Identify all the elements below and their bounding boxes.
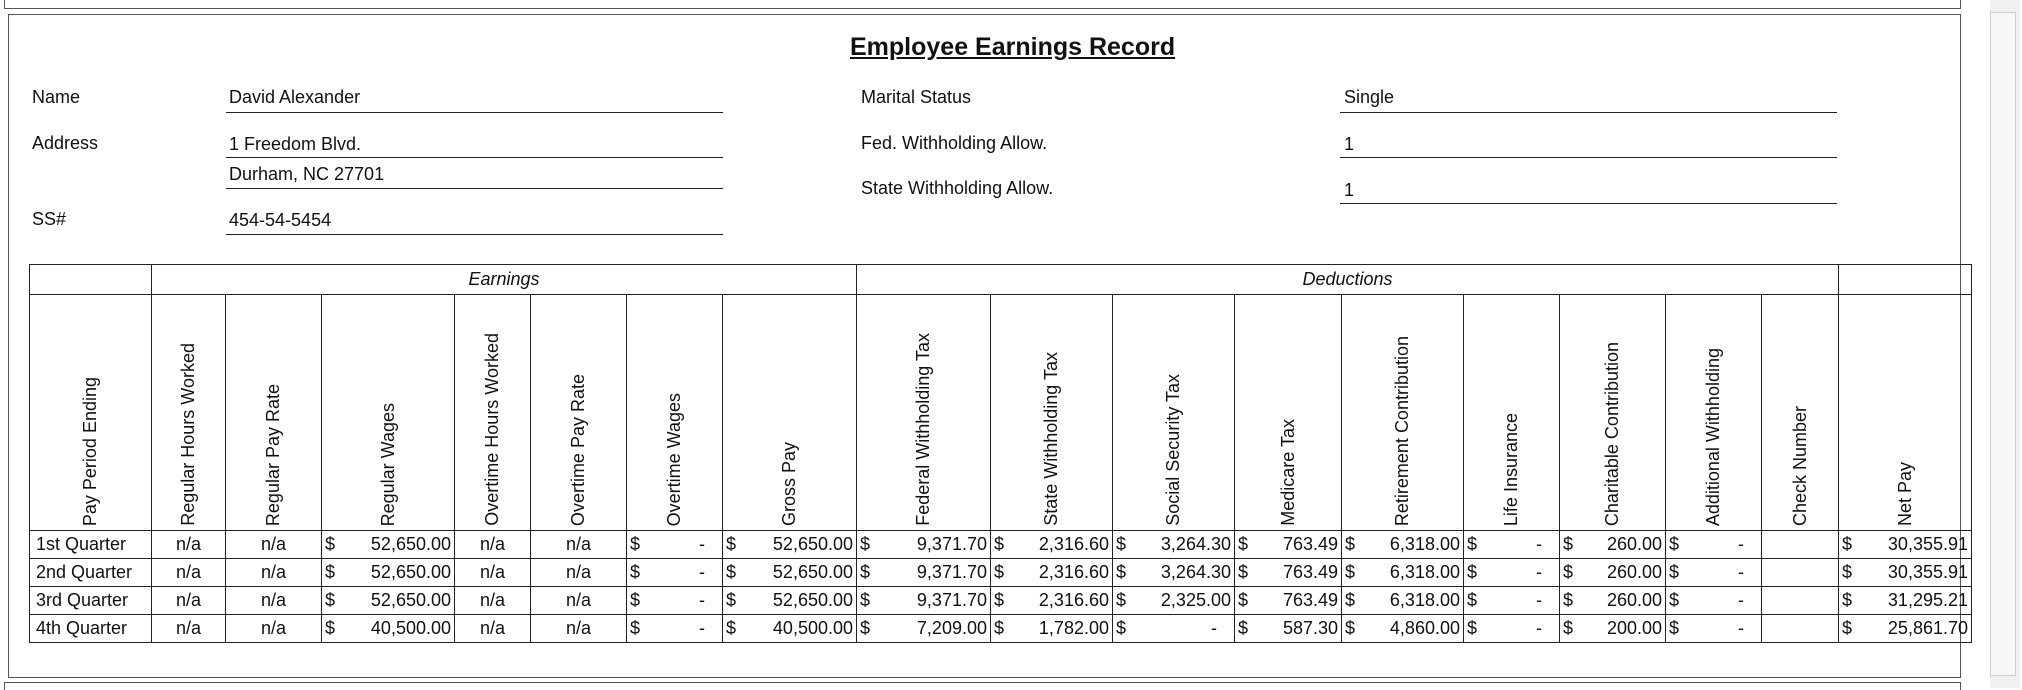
state-allowance-underline: [1340, 203, 1837, 204]
money-value: -: [1738, 618, 1744, 638]
currency-symbol: $: [630, 590, 641, 610]
currency-symbol: $: [1467, 562, 1478, 582]
currency-symbol: $: [1669, 562, 1680, 582]
money-value: -: [1536, 534, 1542, 554]
table-cell: n/a: [531, 559, 627, 587]
pay-period-cell: 2nd Quarter: [30, 559, 152, 587]
column-header: [1762, 295, 1839, 531]
earnings-table: [29, 264, 1972, 643]
money-value: -: [1738, 562, 1744, 582]
currency-symbol: $: [1467, 590, 1478, 610]
column-header-label: Regular Pay Rate: [263, 383, 283, 526]
name-underline: [226, 112, 723, 113]
money-value: 3,264.30: [1160, 534, 1231, 554]
money-value: 2,325.00: [1160, 590, 1231, 610]
money-cell: [1113, 531, 1235, 559]
column-header-label: Check Number: [1789, 405, 1810, 526]
table-cell: n/a: [152, 559, 226, 587]
money-cell: [723, 531, 857, 559]
column-header: [1464, 295, 1560, 531]
money-cell: [1342, 559, 1464, 587]
money-value: -: [1536, 562, 1542, 582]
money-value: 763.49: [1282, 590, 1338, 610]
group-header-earnings: Earnings: [152, 265, 857, 295]
fed-allowance-underline: [1340, 157, 1837, 158]
currency-symbol: $: [994, 534, 1005, 554]
currency-symbol: $: [325, 618, 336, 638]
column-header: [531, 295, 627, 531]
money-value: 52,650.00: [772, 590, 853, 610]
column-header: [1113, 295, 1235, 531]
money-cell: [627, 559, 723, 587]
table-cell: n/a: [455, 587, 531, 615]
address-line2-value: Durham, NC 27701: [229, 164, 385, 184]
column-header-label: Additional Withholding: [1703, 347, 1723, 526]
money-cell: [1342, 587, 1464, 615]
money-value: 52,650.00: [772, 562, 853, 582]
check-number-cell: [1762, 559, 1839, 587]
table-cell: n/a: [226, 531, 322, 559]
column-header-label: Net Pay: [1894, 461, 1915, 526]
money-value: 52,650.00: [370, 562, 451, 582]
money-value: 2,316.60: [1038, 590, 1109, 610]
state-allowance-label: State Withholding Allow.: [861, 178, 1054, 198]
money-cell: [723, 615, 857, 643]
column-header: [455, 295, 531, 531]
money-cell: [1235, 587, 1342, 615]
money-value: 260.00: [1606, 562, 1662, 582]
money-cell: [857, 587, 991, 615]
name-value: David Alexander: [229, 87, 361, 107]
money-cell: [991, 531, 1113, 559]
column-header: [226, 295, 322, 531]
money-cell: [1839, 559, 1972, 587]
money-value: 31,295.21: [1887, 590, 1968, 610]
money-value: 52,650.00: [370, 534, 451, 554]
next-section-frame: [4, 682, 1961, 690]
currency-symbol: $: [726, 562, 737, 582]
money-cell: [723, 559, 857, 587]
column-header: [857, 295, 991, 531]
money-value: 7,209.00: [916, 618, 987, 638]
pay-period-cell: 3rd Quarter: [30, 587, 152, 615]
currency-symbol: $: [1669, 618, 1680, 638]
money-cell: [1666, 587, 1762, 615]
marital-status-label: Marital Status: [861, 87, 972, 107]
currency-symbol: $: [630, 618, 641, 638]
currency-symbol: $: [1563, 562, 1574, 582]
money-cell: [1113, 587, 1235, 615]
money-value: 9,371.70: [916, 562, 987, 582]
address-line1-underline: [226, 157, 723, 158]
currency-symbol: $: [1116, 618, 1127, 638]
column-header-label: Regular Wages: [377, 402, 398, 526]
money-cell: [322, 559, 455, 587]
money-value: 763.49: [1282, 534, 1338, 554]
currency-symbol: $: [1842, 590, 1853, 610]
money-value: -: [1536, 618, 1542, 638]
money-cell: [1666, 559, 1762, 587]
money-cell: [1666, 615, 1762, 643]
currency-symbol: $: [1345, 534, 1356, 554]
money-cell: [1560, 559, 1666, 587]
check-number-cell: [1762, 615, 1839, 643]
currency-symbol: $: [1238, 590, 1249, 610]
money-value: 25,861.70: [1887, 618, 1968, 638]
currency-symbol: $: [994, 562, 1005, 582]
money-cell: [991, 587, 1113, 615]
currency-symbol: $: [1116, 562, 1127, 582]
money-value: -: [1738, 534, 1744, 554]
scrollbar-track[interactable]: [1990, 12, 2016, 676]
table-row: [30, 559, 1972, 587]
money-value: 3,264.30: [1160, 562, 1231, 582]
money-cell: [322, 615, 455, 643]
pay-period-cell: 1st Quarter: [30, 531, 152, 559]
table-cell: n/a: [455, 531, 531, 559]
currency-symbol: $: [1238, 618, 1249, 638]
table-row: [30, 587, 1972, 615]
column-header: [991, 295, 1113, 531]
currency-symbol: $: [1467, 534, 1478, 554]
column-header-label: Overtime Hours Worked: [482, 333, 502, 526]
money-value: -: [1738, 590, 1744, 610]
money-cell: [1666, 531, 1762, 559]
money-value: 6,318.00: [1389, 534, 1460, 554]
money-value: 2,316.60: [1038, 562, 1109, 582]
column-header-label: Overtime Pay Rate: [568, 373, 588, 526]
money-cell: [627, 587, 723, 615]
marital-status-value: Single: [1344, 87, 1395, 107]
money-cell: [723, 587, 857, 615]
currency-symbol: $: [325, 562, 336, 582]
money-cell: [991, 615, 1113, 643]
money-value: 4,860.00: [1389, 618, 1460, 638]
money-value: 9,371.70: [916, 590, 987, 610]
money-cell: [1113, 615, 1235, 643]
column-header: [1342, 295, 1464, 531]
vertical-scrollbar[interactable]: [1990, 0, 2020, 688]
money-value: -: [1536, 590, 1542, 610]
column-header-label: Life Insurance: [1501, 412, 1521, 526]
currency-symbol: $: [726, 534, 737, 554]
money-cell: [1464, 615, 1560, 643]
table-cell: n/a: [531, 531, 627, 559]
money-value: 587.30: [1282, 618, 1338, 638]
table-cell: n/a: [152, 531, 226, 559]
group-header-blank-left: [30, 265, 152, 295]
money-cell: [1464, 559, 1560, 587]
currency-symbol: $: [1563, 534, 1574, 554]
table-cell: n/a: [226, 559, 322, 587]
column-header: [1235, 295, 1342, 531]
fed-allowance-label: Fed. Withholding Allow.: [861, 133, 1048, 153]
currency-symbol: $: [1563, 590, 1574, 610]
currency-symbol: $: [1467, 618, 1478, 638]
pay-period-cell: 4th Quarter: [30, 615, 152, 643]
currency-symbol: $: [860, 618, 871, 638]
table-row: [30, 615, 1972, 643]
money-cell: [1839, 531, 1972, 559]
money-value: 763.49: [1282, 562, 1338, 582]
money-value: 52,650.00: [370, 590, 451, 610]
money-cell: [1560, 531, 1666, 559]
column-header-label: State Withholding Tax: [1041, 352, 1061, 526]
money-cell: [1342, 531, 1464, 559]
currency-symbol: $: [1669, 534, 1680, 554]
previous-section-frame: [4, 0, 1961, 9]
money-value: 1,782.00: [1038, 618, 1109, 638]
money-value: 30,355.91: [1887, 562, 1968, 582]
money-cell: [1464, 587, 1560, 615]
table-cell: n/a: [152, 615, 226, 643]
money-cell: [322, 531, 455, 559]
money-value: 2,316.60: [1038, 534, 1109, 554]
currency-symbol: $: [1345, 618, 1356, 638]
currency-symbol: $: [1345, 590, 1356, 610]
column-header-label: Pay Period Ending: [80, 376, 100, 526]
table-cell: n/a: [531, 615, 627, 643]
ssn-label: SS#: [32, 209, 67, 229]
address-label: Address: [32, 133, 99, 153]
currency-symbol: $: [1563, 618, 1574, 638]
currency-symbol: $: [860, 534, 871, 554]
column-header: [1666, 295, 1762, 531]
currency-symbol: $: [1116, 534, 1127, 554]
column-header-label: Medicare Tax: [1277, 419, 1298, 526]
money-cell: [857, 531, 991, 559]
name-label: Name: [32, 87, 81, 107]
money-value: 40,500.00: [370, 618, 451, 638]
currency-symbol: $: [1238, 562, 1249, 582]
table-cell: n/a: [152, 587, 226, 615]
currency-symbol: $: [726, 618, 737, 638]
money-cell: [1235, 531, 1342, 559]
column-header: [627, 295, 723, 531]
money-cell: [1839, 587, 1972, 615]
money-value: 6,318.00: [1389, 590, 1460, 610]
table-cell: n/a: [226, 615, 322, 643]
currency-symbol: $: [630, 562, 641, 582]
page-title: Employee Earnings Record: [850, 33, 1176, 61]
currency-symbol: $: [860, 590, 871, 610]
currency-symbol: $: [1345, 562, 1356, 582]
fed-allowance-value: 1: [1344, 134, 1355, 154]
column-header: [1560, 295, 1666, 531]
currency-symbol: $: [726, 590, 737, 610]
column-header-label: Federal Withholding Tax: [913, 333, 933, 526]
money-value: -: [699, 618, 705, 638]
currency-symbol: $: [1669, 590, 1680, 610]
currency-symbol: $: [994, 590, 1005, 610]
money-value: 30,355.91: [1887, 534, 1968, 554]
money-cell: [627, 531, 723, 559]
table-row: [30, 531, 1972, 559]
money-value: 260.00: [1606, 534, 1662, 554]
currency-symbol: $: [325, 534, 336, 554]
group-header-blank-right: [1839, 265, 1972, 295]
column-header: [322, 295, 455, 531]
table-cell: n/a: [455, 615, 531, 643]
currency-symbol: $: [1842, 534, 1853, 554]
column-header: [723, 295, 857, 531]
column-header: [30, 295, 152, 531]
column-header-label: Gross Pay: [779, 441, 799, 526]
money-value: 200.00: [1606, 618, 1662, 638]
currency-symbol: $: [1238, 534, 1249, 554]
column-header-label: Social Security Tax: [1163, 374, 1183, 526]
column-header-label: Overtime Wages: [664, 392, 684, 526]
money-cell: [1464, 531, 1560, 559]
money-cell: [1560, 615, 1666, 643]
address-line2-underline: [226, 188, 723, 189]
table-body: [30, 531, 1972, 643]
money-cell: [857, 559, 991, 587]
marital-status-underline: [1340, 112, 1837, 113]
currency-symbol: $: [1842, 562, 1853, 582]
column-header-label: Regular Hours Worked: [178, 343, 198, 526]
money-value: -: [699, 562, 705, 582]
money-cell: [627, 615, 723, 643]
currency-symbol: $: [1116, 590, 1127, 610]
money-cell: [1342, 615, 1464, 643]
currency-symbol: $: [630, 534, 641, 554]
money-cell: [857, 615, 991, 643]
money-cell: [991, 559, 1113, 587]
state-allowance-value: 1: [1344, 180, 1355, 200]
money-cell: [1113, 559, 1235, 587]
money-value: -: [699, 590, 705, 610]
money-cell: [1839, 615, 1972, 643]
money-cell: [1235, 559, 1342, 587]
currency-symbol: $: [860, 562, 871, 582]
column-header-label: Charitable Contribution: [1602, 341, 1622, 526]
money-value: 260.00: [1606, 590, 1662, 610]
money-value: -: [699, 534, 705, 554]
column-header: [152, 295, 226, 531]
ssn-value: 454-54-5454: [229, 210, 332, 230]
money-value: 6,318.00: [1389, 562, 1460, 582]
money-value: 40,500.00: [772, 618, 853, 638]
currency-symbol: $: [994, 618, 1005, 638]
check-number-cell: [1762, 587, 1839, 615]
money-cell: [1235, 615, 1342, 643]
table-cell: n/a: [455, 559, 531, 587]
money-value: 9,371.70: [916, 534, 987, 554]
money-cell: [1560, 587, 1666, 615]
money-cell: [322, 587, 455, 615]
column-header-label: Retirement Contribution: [1392, 335, 1412, 526]
currency-symbol: $: [325, 590, 336, 610]
currency-symbol: $: [1842, 618, 1853, 638]
table-cell: n/a: [226, 587, 322, 615]
group-header-deductions: Deductions: [857, 265, 1839, 295]
table-cell: n/a: [531, 587, 627, 615]
address-line1-value: 1 Freedom Blvd.: [229, 134, 362, 154]
check-number-cell: [1762, 531, 1839, 559]
column-header: [1839, 295, 1972, 531]
money-value: -: [1211, 618, 1217, 638]
money-value: 52,650.00: [772, 534, 853, 554]
ssn-underline: [226, 234, 723, 235]
